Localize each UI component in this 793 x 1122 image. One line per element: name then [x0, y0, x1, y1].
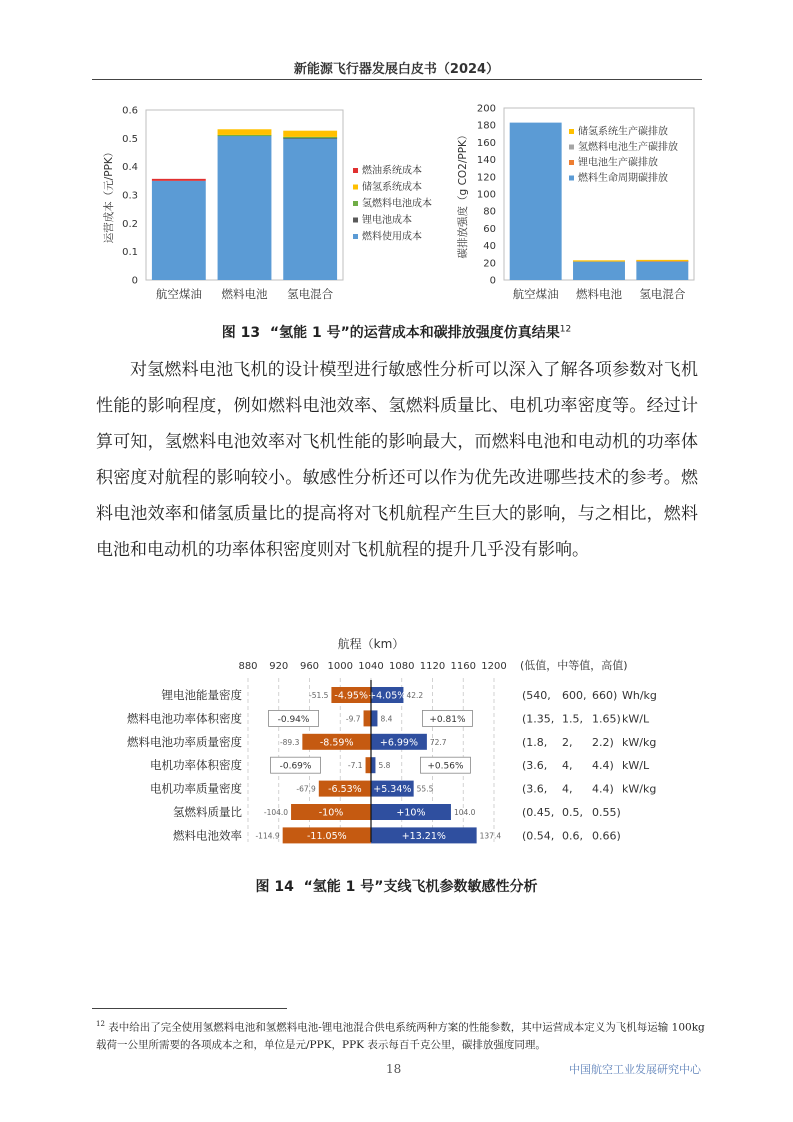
x-tick-label: 1000	[327, 661, 353, 672]
header-rule	[92, 79, 702, 80]
bar-segment	[218, 129, 272, 135]
y-tick-label: 0.1	[122, 247, 138, 259]
low-pct-label: -0.69%	[279, 761, 312, 772]
bar-segment	[573, 261, 625, 280]
running-header: 新能源飞行器发展白皮书（2024）	[293, 62, 500, 77]
legend-swatch	[353, 218, 358, 223]
high-delta-label: 72.7	[429, 737, 447, 747]
range-value: (0.54,	[522, 829, 555, 843]
low-delta-label: -51.5	[309, 691, 329, 700]
range-value: 660)	[592, 689, 618, 702]
bar-segment	[152, 179, 206, 181]
low-pct-label: -0.94%	[277, 714, 310, 725]
high-bar	[371, 710, 377, 726]
operating-cost-chart	[98, 100, 463, 310]
high-delta-label: 8.4	[380, 714, 393, 724]
y-tick-label: 20	[483, 258, 496, 270]
y-tick-label: 140	[476, 155, 496, 167]
x-tick-label: 920	[269, 661, 289, 672]
legend-label: 氢燃料电池生产碳排放	[578, 142, 678, 153]
bar-segment	[283, 131, 337, 137]
legend-swatch	[569, 176, 574, 181]
bar-segment	[218, 135, 272, 136]
range-value: 600,	[562, 689, 587, 702]
legend-label: 燃料使用成本	[362, 231, 422, 243]
y-tick-label: 100	[476, 189, 496, 201]
legend-swatch	[353, 185, 358, 190]
high-delta-label: 55.5	[416, 784, 434, 794]
footnote-text: 表中给出了完全使用氢燃料电池和氢燃料电池-锂电池混合供电系统两种方案的性能参数，其中运营成本定义为飞机每运输 100kg 载荷一公里所需要的各项成本之和，单位是元/PPK，PPK 表示每百千克公里，碳排放强度同理。	[96, 1021, 705, 1051]
range-header: (低值，中等值，高值)	[520, 659, 628, 672]
legend-swatch	[569, 129, 574, 134]
low-delta-label: -67.9	[296, 784, 316, 794]
range-value: (1.8,	[522, 735, 548, 749]
range-value: 0.5,	[562, 806, 583, 819]
low-pct-label: -8.59%	[319, 737, 354, 749]
x-tick-label: 1120	[419, 661, 446, 672]
low-bar	[366, 757, 371, 773]
legend-label: 储氢系统生产碳排放	[578, 126, 668, 138]
bar-segment	[636, 260, 688, 261]
parameter-label: 燃料电池功率体积密度	[127, 711, 242, 726]
y-tick-label: 200	[476, 103, 496, 115]
y-tick-label: 0.5	[122, 133, 138, 145]
legend-swatch	[353, 201, 358, 206]
y-tick-label: 0	[489, 275, 496, 287]
y-tick-label: 0.4	[122, 162, 138, 174]
high-delta-label: 104.0	[453, 808, 476, 817]
x-tick-label: 1200	[481, 661, 507, 672]
x-category-label: 氢电混合	[639, 287, 686, 301]
bar-segment	[283, 137, 337, 138]
figure-13-text: “氢能 1 号”的运营成本和碳排放强度仿真结果	[269, 325, 560, 341]
range-value: (3.6,	[522, 759, 548, 773]
range-value: (540,	[522, 689, 551, 702]
parameter-label: 燃料电池效率	[173, 828, 242, 843]
low-delta-label: -104.0	[263, 808, 289, 817]
parameter-label: 电机功率体积密度	[150, 758, 242, 773]
range-value: (1.35,	[522, 712, 555, 726]
legend-label: 氢燃料电池成本	[362, 198, 432, 210]
range-value: 0.6,	[562, 829, 583, 843]
high-pct-label: +0.81%	[429, 714, 466, 725]
bar-segment	[573, 260, 625, 261]
range-value: kW/kg	[622, 782, 657, 796]
high-pct-label: +6.99%	[379, 737, 419, 749]
x-tick-label: 1080	[389, 661, 415, 672]
high-delta-label: 137.4	[479, 831, 502, 841]
x-tick-label: 1160	[450, 661, 476, 672]
body-paragraph: 对氢燃料电池飞机的设计模型进行敏感性分析可以深入了解各项参数对飞机性能的影响程度，例如燃料电池效率、氢燃料质量比、电机功率密度等。经过计算可知，氢燃料电池效率对飞机性能的影响最大，而燃料电池和电动机的功率体积密度对航程的影响较小。敏感性分析还可以作为优先改进哪些技术的参考。燃料电池效率和储氢质量比的提高将对飞机航程产生巨大的影响，与之相比，燃料电池和电动机的功率体积密度则对飞机航程的提升几乎没有影响。	[96, 360, 698, 560]
range-value: 2.2)	[592, 735, 614, 749]
x-category-label: 燃料电池	[576, 287, 622, 301]
x-tick-label: 1040	[358, 661, 384, 672]
low-pct-label: -4.95%	[334, 690, 369, 702]
high-pct-label: +5.34%	[373, 784, 412, 796]
y-tick-label: 40	[483, 241, 496, 253]
parameter-label: 氢燃料质量比	[173, 805, 242, 819]
x-category-label: 氢电混合	[287, 287, 334, 301]
organization-name: 中国航空工业发展研究中心	[569, 1063, 701, 1076]
x-category-label: 燃料电池	[221, 287, 268, 301]
legend-swatch	[569, 160, 574, 165]
page-number: 18	[386, 1062, 402, 1076]
range-value: kW/kg	[622, 735, 657, 749]
y-tick-label: 0	[131, 275, 138, 287]
figure-13-label: 图 13	[221, 325, 261, 341]
x-category-label: 航空煤油	[512, 287, 559, 301]
bar-segment	[636, 261, 688, 280]
y-tick-label: 0.3	[122, 190, 138, 202]
range-value: 1.5,	[562, 712, 583, 726]
parameter-label: 锂电池能量密度	[161, 688, 242, 702]
y-axis-label: 碳排放强度（g CO2/PPK）	[457, 129, 469, 259]
y-tick-label: 60	[483, 223, 496, 235]
high-delta-label: 42.2	[406, 691, 424, 700]
range-value: kW/L	[622, 759, 650, 773]
high-pct-label: +10%	[396, 807, 426, 819]
low-delta-label: -89.3	[279, 737, 300, 747]
bar-segment	[510, 123, 562, 280]
parameter-label: 电机功率质量密度	[150, 781, 242, 796]
bar-segment	[218, 136, 272, 281]
low-pct-label: -10%	[318, 807, 344, 819]
legend-label: 燃料生命周期碳排放	[578, 173, 668, 184]
footnote	[96, 1016, 706, 1054]
y-tick-label: 180	[476, 120, 496, 132]
bar-segment	[152, 181, 206, 280]
y-tick-label: 0.2	[122, 218, 138, 230]
range-value: (3.6,	[522, 782, 548, 796]
y-tick-label: 0.6	[122, 105, 138, 117]
y-tick-label: 80	[483, 206, 496, 218]
low-pct-label: -6.53%	[328, 784, 362, 796]
figure-14-label: 图 14	[255, 879, 294, 895]
range-value: 1.65)	[592, 712, 621, 726]
low-delta-label: -9.7	[345, 714, 361, 724]
footnote-ref: 12	[559, 324, 572, 335]
low-delta-label: -114.9	[255, 831, 280, 841]
legend-label: 储氢系统成本	[362, 182, 422, 193]
range-value: 0.66)	[592, 829, 621, 843]
figure-14-text: “氢能 1 号”支线飞机参数敏感性分析	[303, 879, 538, 895]
x-category-label: 航空煤油	[155, 287, 202, 301]
range-value: 0.55)	[592, 806, 621, 819]
parameter-label: 燃料电池功率质量密度	[127, 734, 242, 749]
range-value: 4.4)	[592, 782, 614, 796]
low-delta-label: -7.1	[347, 761, 363, 771]
range-value: kW/L	[622, 712, 650, 726]
carbon-intensity-chart	[452, 100, 702, 310]
legend-label: 燃油系统成本	[362, 165, 422, 177]
low-pct-label: -11.05%	[307, 830, 347, 842]
y-tick-label: 160	[476, 137, 496, 149]
high-pct-label: +0.56%	[427, 761, 464, 772]
body-text	[96, 352, 698, 568]
legend-label: 锂电池成本	[362, 215, 412, 226]
range-value: 4.4)	[592, 759, 614, 773]
legend-swatch	[353, 168, 358, 173]
x-tick-label: 880	[238, 661, 258, 672]
range-value: (0.45,	[522, 806, 555, 819]
x-tick-label: 960	[299, 661, 320, 672]
range-value: Wh/kg	[622, 689, 657, 702]
low-bar	[364, 710, 371, 726]
legend-swatch	[569, 145, 574, 150]
y-axis-label: 运营成本（元/PPK）	[103, 146, 115, 244]
range-value: 4,	[562, 782, 573, 796]
footnote-marker: 12	[96, 1020, 105, 1028]
y-tick-label: 120	[476, 172, 496, 184]
high-delta-label: 5.8	[378, 761, 391, 771]
range-value: 4,	[562, 759, 573, 773]
legend-swatch	[353, 234, 358, 239]
sensitivity-tornado-chart	[96, 628, 701, 850]
bar-segment	[283, 138, 337, 280]
footnote-rule	[92, 1008, 287, 1009]
figure-14-caption	[0, 876, 793, 896]
chart-title: 航程（km）	[337, 637, 405, 651]
high-pct-label: +4.05%	[368, 690, 407, 702]
high-bar	[371, 757, 375, 773]
legend-label: 锂电池生产碳排放	[578, 157, 658, 169]
range-value: 2,	[562, 735, 573, 749]
high-pct-label: +13.21%	[401, 830, 446, 842]
figure-13-caption	[0, 322, 793, 342]
